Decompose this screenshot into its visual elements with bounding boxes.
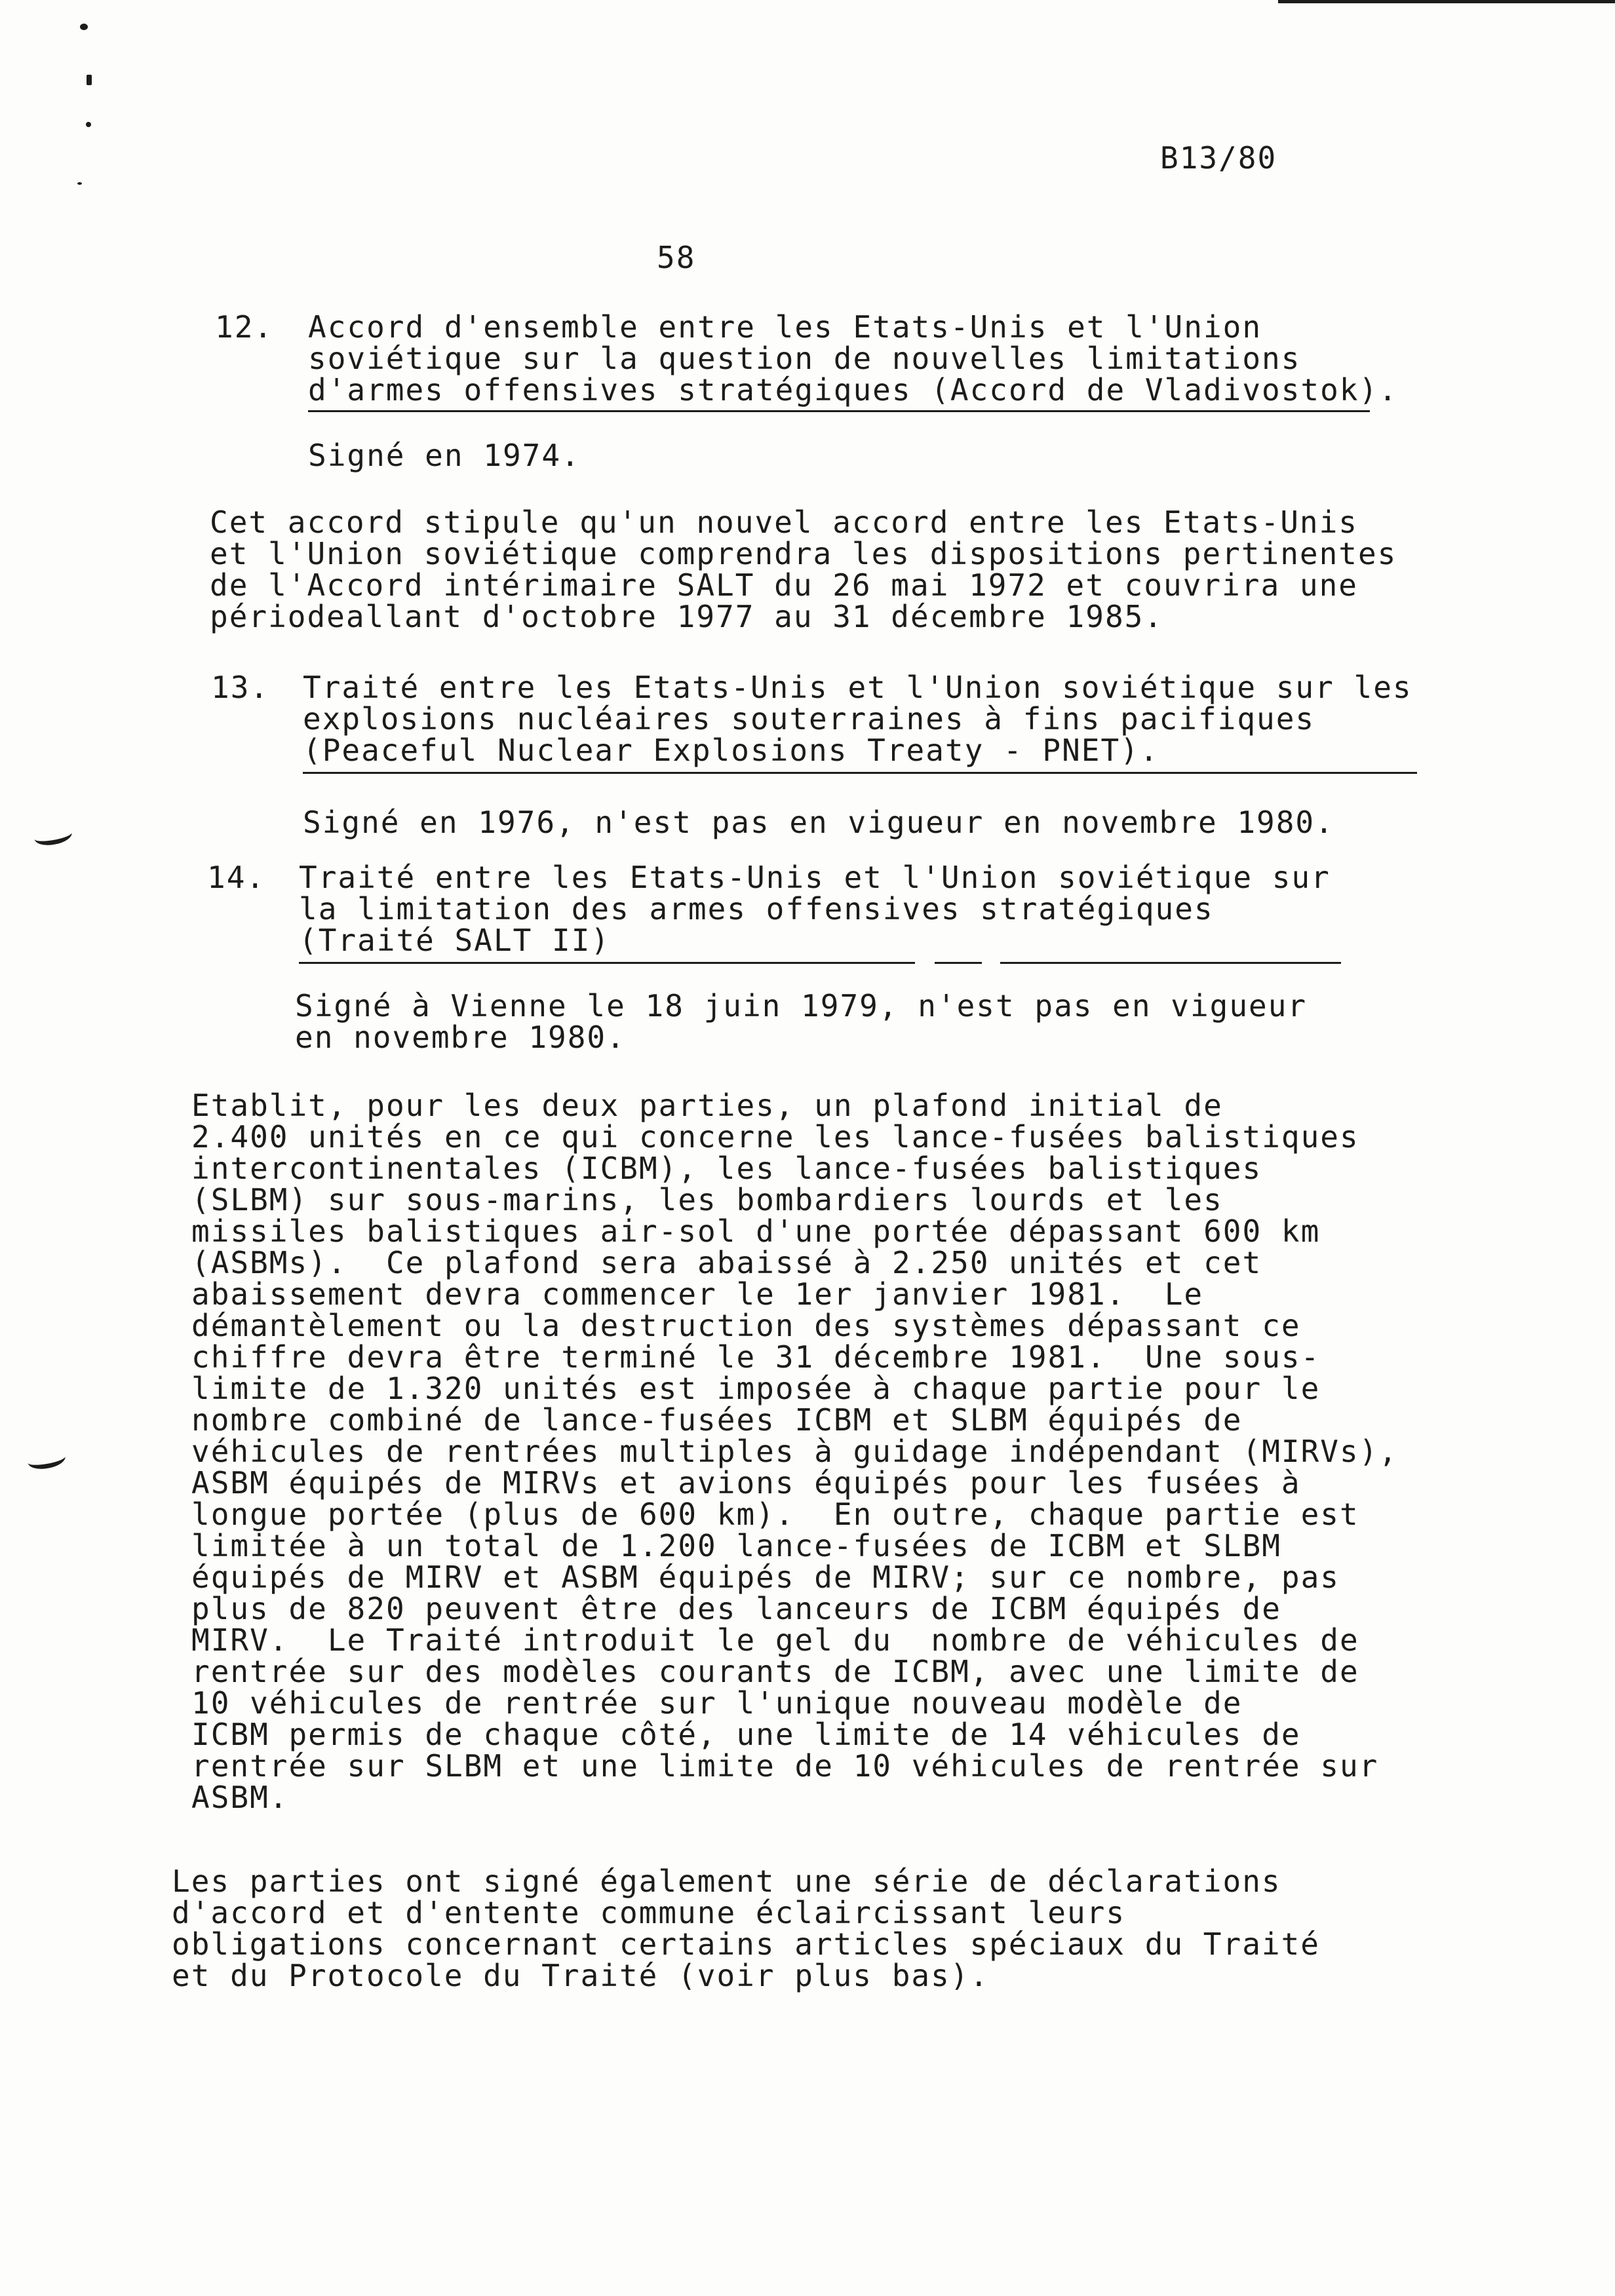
item-title-line: Traité entre les Etats-Unis et l'Union soviétique sur les [303,670,1412,705]
paragraph-line: équipés de MIRV et ASBM équipés de MIRV; sur ce nombre, pas [191,1559,1340,1595]
paragraph-line: abaissement devra commencer le 1er janvier 1981. Le [191,1276,1204,1312]
paragraph-line: véhicules de rentrées multiples à guidage indépendant (MIRVs), [191,1434,1399,1469]
item-number: 13. [211,670,270,705]
title-underline [303,772,1417,774]
signature-date: en novembre 1980. [295,1020,626,1055]
item-title-line: Accord d'ensemble entre les Etats-Unis et l'Union [308,309,1262,345]
paragraph-line: de l'Accord intérimaire SALT du 26 mai 1972 et couvrira une [210,567,1358,603]
paragraph-line: périodeallant d'octobre 1977 au 31 décembre 1985. [210,599,1164,634]
paragraph-line: 10 véhicules de rentrée sur l'unique nouveau modèle de [191,1685,1243,1721]
paragraph-line: Etablit, pour les deux parties, un plafond initial de [191,1088,1223,1123]
item-number: 12. [215,309,274,345]
title-underline [308,410,1370,412]
paragraph-line: (SLBM) sur sous-marins, les bombardiers lourds et les [191,1182,1223,1217]
paragraph-line: démantèlement ou la destruction des systèmes dépassant ce [191,1308,1301,1343]
paragraph-line: 2.400 unités en ce qui concerne les lance-fusées balistiques [191,1119,1359,1155]
binder-hole-mark [33,824,73,848]
paragraph-line: et du Protocole du Traité (voir plus bas). [172,1958,990,1993]
margin-mark [86,122,91,127]
document-reference: B13/80 [1160,140,1277,176]
paragraph-line: plus de 820 peuvent être des lanceurs de ICBM équipés de [191,1591,1281,1626]
paragraph-line: missiles balistiques air-sol d'une portée dépassant 600 km [191,1214,1321,1249]
signature-date: Signé en 1974. [308,438,581,473]
margin-mark [77,182,82,185]
paragraph-line: limite de 1.320 unités est imposée à chaque partie pour le [191,1371,1321,1406]
signature-date: Signé à Vienne le 18 juin 1979, n'est pas en vigueur [295,988,1308,1024]
top-edge-rule [1278,0,1615,3]
title-underline [935,962,982,964]
paragraph-line: longue portée (plus de 600 km). En outre, chaque partie est [191,1497,1359,1532]
item-title-line: (Peaceful Nuclear Explosions Treaty - PNET). [303,733,1159,768]
item-title-line: soviétique sur la question de nouvelles limitations [308,341,1301,376]
paragraph-line: Les parties ont signé également une série de déclarations [172,1864,1281,1899]
paragraph-line: Cet accord stipule qu'un nouvel accord entre les Etats-Unis [210,505,1358,540]
signature-date: Signé en 1976, n'est pas en vigueur en novembre 1980. [303,805,1334,840]
item-title-line: d'armes offensives stratégiques (Accord de Vladivostok). [308,372,1398,408]
item-title-line: (Traité SALT II) [299,923,611,958]
paragraph-line: obligations concernant certains articles spéciaux du Traité [172,1926,1320,1962]
page-number: 58 [657,240,696,275]
paragraph-line: rentrée sur des modèles courants de ICBM, avec une limite de [191,1654,1359,1689]
paragraph-line: limitée à un total de 1.200 lance-fusées de ICBM et SLBM [191,1528,1281,1563]
paragraph-line: ICBM permis de chaque côté, une limite de 14 véhicules de [191,1717,1301,1752]
paragraph-line: ASBM équipés de MIRVs et avions équipés pour les fusées à [191,1465,1301,1501]
paragraph-line: chiffre devra être terminé le 31 décembre 1981. Une sous- [191,1339,1321,1375]
margin-mark [80,24,88,30]
paragraph-line: d'accord et d'entente commune éclaircissant leurs [172,1895,1126,1930]
margin-mark [87,75,92,85]
paragraph-line: et l'Union soviétique comprendra les dispositions pertinentes [210,536,1397,571]
paragraph-line: nombre combiné de lance-fusées ICBM et SLBM équipés de [191,1402,1243,1438]
item-number: 14. [207,860,266,895]
paragraph-line: MIRV. Le Traité introduit le gel du nombre de véhicules de [191,1622,1359,1658]
paragraph-line: (ASBMs). Ce plafond sera abaissé à 2.250 unités et cet [191,1245,1262,1280]
paragraph-line: ASBM. [191,1780,289,1815]
paragraph-line: rentrée sur SLBM et une limite de 10 véhicules de rentrée sur [191,1748,1379,1784]
item-title-line: la limitation des armes offensives stratégiques [299,891,1214,927]
title-underline [1000,962,1341,964]
paragraph-line: intercontinentales (ICBM), les lance-fusées balistiques [191,1151,1262,1186]
binder-hole-mark [26,1447,67,1472]
item-title-line: Traité entre les Etats-Unis et l'Union soviétique sur [299,860,1331,895]
title-underline [299,962,915,964]
item-title-line: explosions nucléaires souterraines à fins pacifiques [303,701,1315,737]
